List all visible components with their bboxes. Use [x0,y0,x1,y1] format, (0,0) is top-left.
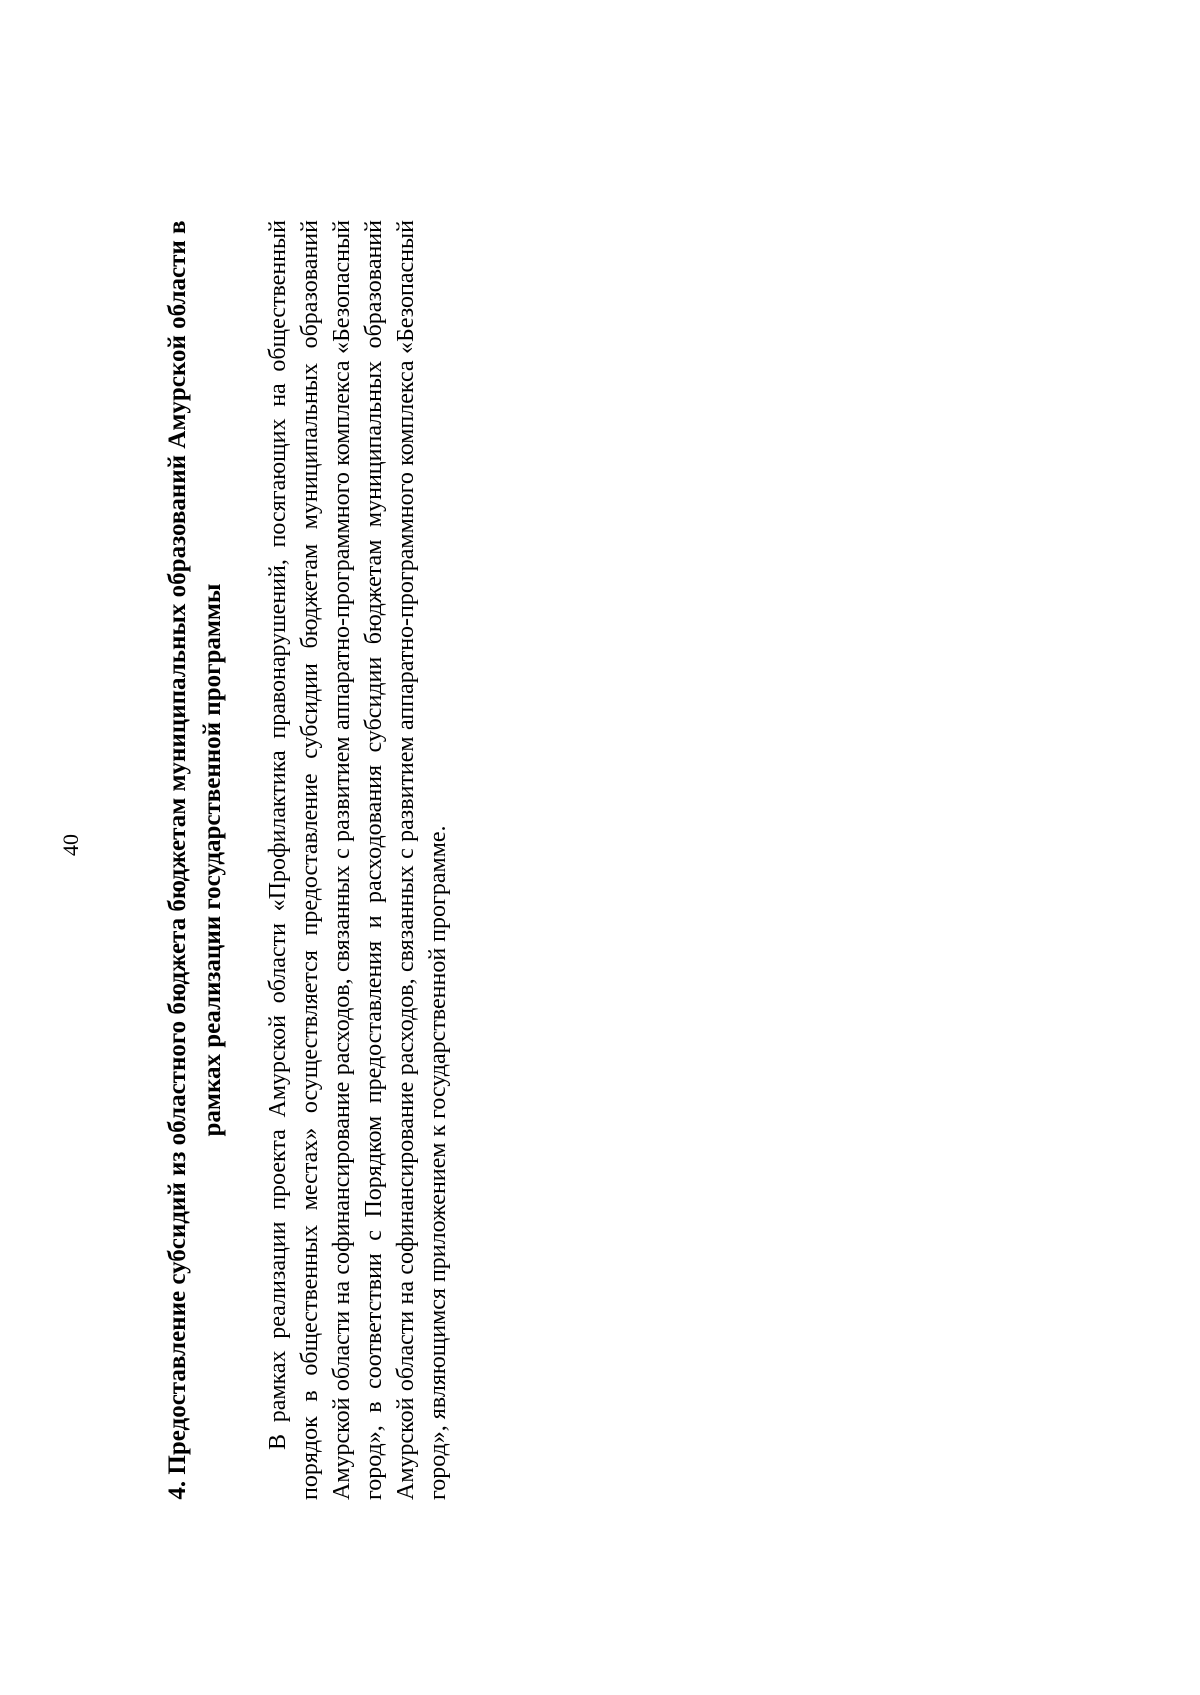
body-paragraph: В рамках реализации проекта Амурской области «Профилактика правонарушений, посягающих на общественный порядок в общественных местах» осуществляется предоставление субсидии бюджетам муниципальных образований Амурской области на софинансирование расходов, связанных с развитием аппаратно-программного комплекса «Безопасный город», в соответствии с Порядком предоставления и расходования субсидии бюджетам муниципальных образований Амурской области на софинансирование расходов, связанных с развитием аппаратно-программного комплекса «Безопасный город», являющимся приложением к государственной программе. [265,220,451,1500]
page-number: 40 [58,834,83,856]
section-title: 4. Предоставление субсидий из областного бюджета бюджетам муниципальных образований Амурской области в рамках реализации государственной программы [164,220,226,1500]
